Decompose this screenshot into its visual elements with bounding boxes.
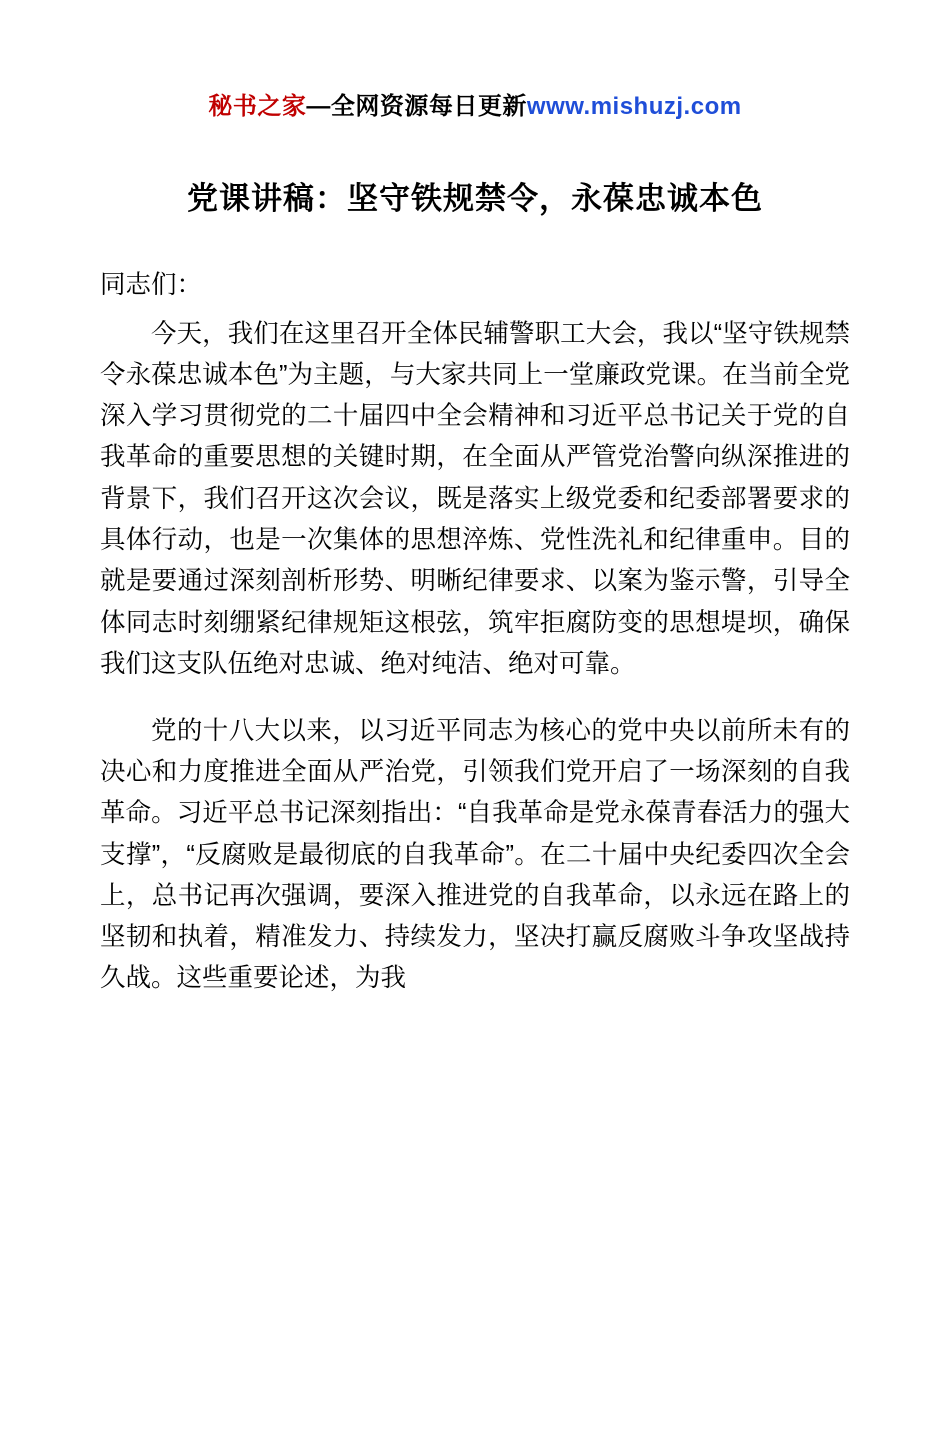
header-tagline: 全网资源每日更新 [330,93,527,120]
page-title: 党课讲稿：坚守铁规禁令，永葆忠诚本色 [187,181,763,216]
body-paragraph-1: 今天，我们在这里召开全体民辅警职工大会，我以“坚守铁规禁令永葆忠诚本色”为主题，与大家共同上一堂廉政党课。在当前全党深入学习贯彻党的二十届四中全会精神和习近平总书记关于党的自我革命的重要思想的关键时期，在全面从严管党治警向纵深推进的背景下，我们召开这次会议，既是落实上级党委和纪委部署要求的具体行动，也是一次集体的思想淬炼、党性洗礼和纪律重申。目的就是要通过深刻剖析形势、明晰纪律要求、以案为鉴示警，引导全体同志时刻绷紧纪律规矩这根弦，筑牢拒腐防变的思想堤坝，确保我们这支队伍绝对忠诚、绝对纯洁、绝对可靠。 [100,319,850,678]
salutation-text: 同志们： [100,271,203,299]
body-paragraph-2: 党的十八大以来，以习近平同志为核心的党中央以前所未有的决心和力度推进全面从严治党，引领我们党开启了一场深刻的自我革命。习近平总书记深刻指出：“自我革命是党永葆青春活力的强大支撑”，“反腐败是最彻底的自我革命”。在二十届中央纪委四次全会上，总书记再次强调，要深入推进党的自我革命，以永远在路上的坚韧和执着，精准发力、持续发力，坚决打赢反腐败斗争攻坚战持久战。这些重要论述，为我 [100,716,850,993]
header-separator: — [306,93,331,120]
site-brand-name: 秘书之家 [208,93,307,120]
site-watermark-header [100,86,850,121]
site-url-link[interactable]: www.mishuzj.com [526,93,742,120]
document-page [0,86,950,1430]
